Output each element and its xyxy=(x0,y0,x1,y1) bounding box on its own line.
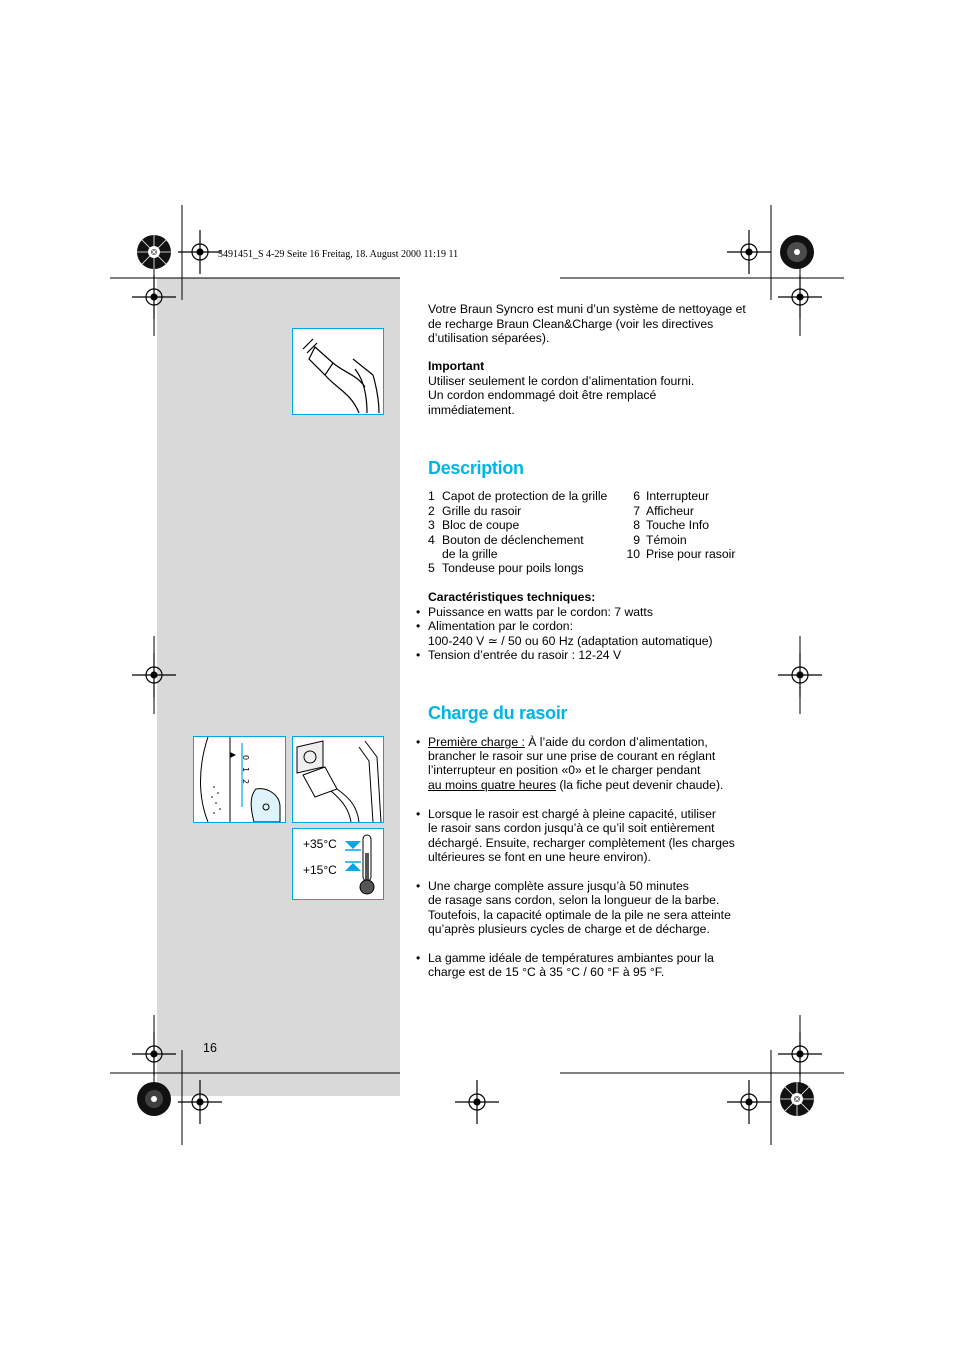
important-line: Un cordon endommagé doit être remplacé xyxy=(428,388,657,402)
item-label: Bloc de coupe xyxy=(442,518,520,532)
figure-plug-cord xyxy=(292,328,384,415)
list-item xyxy=(428,533,584,548)
bullet-icon: • xyxy=(416,879,421,893)
item-label: Grille du rasoir xyxy=(442,504,522,518)
item-label: Bouton de déclenchement xyxy=(442,533,584,547)
charge-line: le rasoir sans cordon jusqu’à ce qu’il soit entièrement xyxy=(428,821,715,835)
intro-line: de recharge Braun Clean&Charge (voir les directives xyxy=(428,316,714,331)
list-item xyxy=(620,489,709,504)
bullet-icon: • xyxy=(416,648,421,662)
switch-label-0: 0 xyxy=(241,755,250,761)
switch-pointer-icon xyxy=(230,752,236,758)
item-label: Témoin xyxy=(646,533,687,547)
charge-line xyxy=(428,735,708,750)
charge-line: ultérieures se font en une heure environ). xyxy=(428,850,651,864)
list-item xyxy=(620,518,709,533)
plug-socket-illustration xyxy=(293,737,383,822)
item-number: 6 xyxy=(633,489,640,503)
bullet-icon: • xyxy=(416,951,421,965)
list-item xyxy=(428,504,521,519)
charge-line: l’interrupteur en position «0» et le charger pendant xyxy=(428,763,701,777)
figure-plug-socket xyxy=(292,736,384,823)
item-number: 2 xyxy=(428,504,435,518)
item-number: 3 xyxy=(428,518,435,532)
charge-line: charge est de 15 °C à 35 °C / 60 °F à 95 °F. xyxy=(428,965,665,979)
list-item xyxy=(428,489,607,504)
spec-item: Tension d’entrée du rasoir : 12-24 V xyxy=(428,648,622,662)
charge-line: déchargé. Ensuite, recharger complètement (les charges xyxy=(428,836,735,850)
spec-item: Alimentation par le cordon: xyxy=(428,619,573,633)
switch-label-1: 1 xyxy=(241,767,250,773)
bullet-icon: • xyxy=(416,619,421,633)
charge-line: La gamme idéale de températures ambiantes pour la xyxy=(428,951,714,965)
important-line: Utiliser seulement le cordon d’alimentation fourni. xyxy=(428,373,695,388)
item-number: 1 xyxy=(428,489,435,503)
item-label: Afficheur xyxy=(646,504,694,518)
item-number: 5 xyxy=(428,561,435,575)
description-heading: Description xyxy=(428,458,524,478)
spec-item: Puissance en watts par le cordon: 7 watts xyxy=(428,605,653,619)
intro-line: d’utilisation séparées). xyxy=(428,331,550,345)
important-title: Important xyxy=(428,359,485,373)
temp-low-label: +15°C xyxy=(303,863,337,877)
item-label: Tondeuse pour poils longs xyxy=(442,561,584,575)
temp-high-label: +35°C xyxy=(303,837,337,851)
list-item xyxy=(620,504,694,519)
charge-heading: Charge du rasoir xyxy=(428,703,568,723)
charge-line: de rasage sans cordon, selon la longueur de la barbe. xyxy=(428,893,720,907)
intro-line: Votre Braun Syncro est muni d’un système de nettoyage et xyxy=(428,302,746,316)
specs-title: Caractéristiques techniques: xyxy=(428,590,596,604)
bullet-icon: • xyxy=(416,807,421,821)
charge-line: Toutefois, la capacité optimale de la pile ne sera atteinte xyxy=(428,908,731,922)
charge-line: Lorsque le rasoir est chargé à pleine capacité, utiliser xyxy=(428,807,716,821)
item-number: 8 xyxy=(633,518,640,532)
thermometer-icon xyxy=(343,831,383,897)
list-item xyxy=(620,533,687,548)
switch-label-2: 2 xyxy=(241,779,250,785)
first-charge-label: Première charge : xyxy=(428,735,525,749)
list-item xyxy=(428,547,498,562)
page-number: 16 xyxy=(203,1041,217,1055)
charge-line: Une charge complète assure jusqu’à 50 minutes xyxy=(428,879,689,893)
charge-text: À l’aide du cordon d’alimentation, xyxy=(524,735,708,749)
shaver-switch-illustration xyxy=(194,737,285,822)
list-item xyxy=(428,518,519,533)
item-number: 4 xyxy=(428,533,435,547)
charge-line: qu’après plusieurs cycles de charge et de décharge. xyxy=(428,922,710,936)
four-hours-label: au moins quatre heures xyxy=(428,778,557,792)
item-number: 7 xyxy=(633,504,640,518)
item-number: 9 xyxy=(633,533,640,547)
bullet-icon: • xyxy=(416,735,421,749)
intro-paragraph xyxy=(428,302,758,346)
plug-cord-illustration xyxy=(293,329,383,414)
list-item xyxy=(620,547,735,562)
important-block xyxy=(428,359,758,417)
important-line: immédiatement. xyxy=(428,402,515,417)
item-number: 10 xyxy=(626,547,640,561)
spec-item: 100-240 V ≃ / 50 ou 60 Hz (adaptation automatique) xyxy=(428,634,713,648)
item-label: Prise pour rasoir xyxy=(646,547,736,561)
charge-line xyxy=(428,778,723,793)
list-item xyxy=(428,561,584,576)
charge-text: (la fiche peut devenir chaude). xyxy=(556,778,724,792)
bullet-icon: • xyxy=(416,605,421,619)
item-label: Capot de protection de la grille xyxy=(442,489,608,503)
figure-temperature-range xyxy=(292,828,384,900)
print-header: 5491451_S 4-29 Seite 16 Freitag, 18. August 2000 11:19 11 xyxy=(218,249,459,260)
charge-line: brancher le rasoir sur une prise de courant en réglant xyxy=(428,749,716,763)
item-label: de la grille xyxy=(442,547,498,561)
figure-shaver-switch xyxy=(193,736,286,823)
item-label: Touche Info xyxy=(646,518,710,532)
item-label: Interrupteur xyxy=(646,489,710,503)
